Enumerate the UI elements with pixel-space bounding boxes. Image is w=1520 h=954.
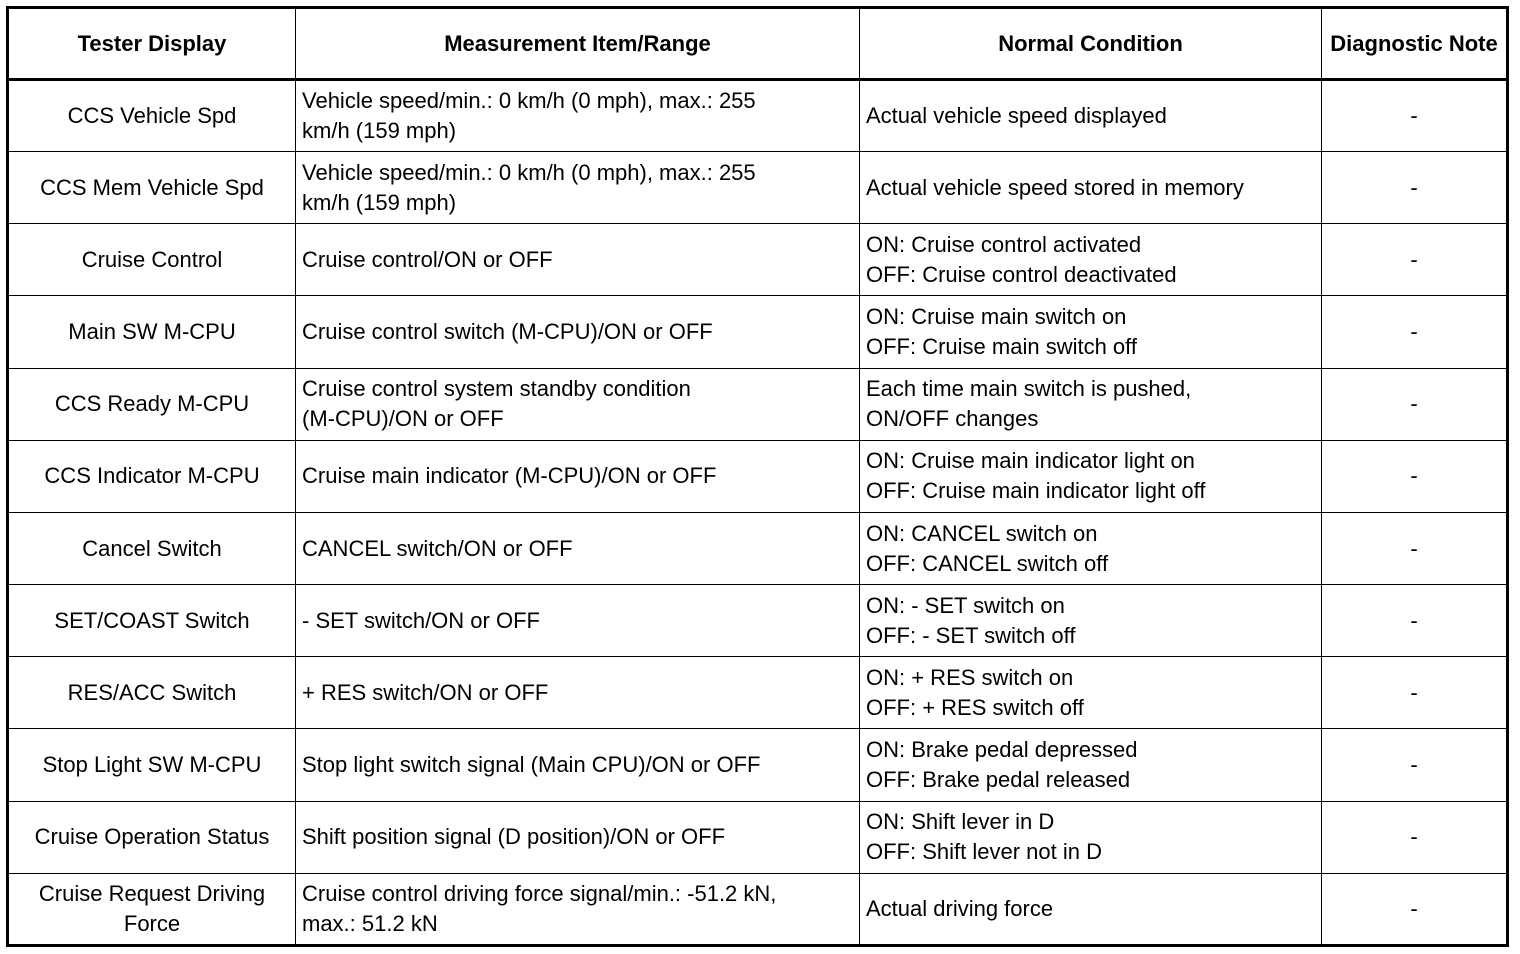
diagnostic-note-cell: -: [1322, 801, 1508, 873]
tester-display-cell: Cruise Request Driving Force: [8, 873, 296, 945]
normal-condition-line: ON: Cruise control activated: [866, 231, 1142, 257]
header-measurement-item: Measurement Item/Range: [296, 8, 860, 80]
measurement-range-line: Vehicle speed/min.: 0 km/h (0 mph), max.: 255: [302, 159, 756, 185]
measurement-range-cell: [296, 152, 860, 224]
normal-condition-cell: [860, 152, 1322, 224]
normal-condition-line: ON: Cruise main switch on: [866, 304, 1127, 330]
normal-condition-line: OFF: Cruise main indicator light off: [866, 478, 1206, 504]
tester-display-cell: CCS Mem Vehicle Spd: [8, 152, 296, 224]
table-row: [8, 585, 1508, 657]
normal-condition-cell: [860, 296, 1322, 368]
normal-condition-line: ON: - SET switch on: [866, 592, 1065, 618]
measurement-range-cell: [296, 368, 860, 440]
diagnostic-note-cell: -: [1322, 657, 1508, 729]
normal-condition-cell: [860, 80, 1322, 152]
table-row: [8, 80, 1508, 152]
measurement-range-line: max.: 51.2 kN: [302, 910, 438, 936]
table-row: [8, 801, 1508, 873]
table-row: [8, 440, 1508, 512]
table-header-row: [8, 8, 1508, 80]
diagnostic-note-cell: -: [1322, 152, 1508, 224]
measurement-range-line: CANCEL switch/ON or OFF: [302, 535, 573, 561]
measurement-range-cell: [296, 729, 860, 801]
normal-condition-cell: [860, 585, 1322, 657]
normal-condition-line: OFF: Cruise control deactivated: [866, 261, 1177, 287]
measurement-range-line: Vehicle speed/min.: 0 km/h (0 mph), max.: 255: [302, 88, 756, 114]
table-row: [8, 512, 1508, 584]
measurement-range-cell: [296, 80, 860, 152]
diagnostic-note-cell: -: [1322, 80, 1508, 152]
normal-condition-cell: [860, 873, 1322, 945]
measurement-range-line: Shift position signal (D position)/ON or OFF: [302, 824, 726, 850]
normal-condition-line: OFF: CANCEL switch off: [866, 550, 1109, 576]
measurement-range-cell: [296, 224, 860, 296]
normal-condition-line: ON: CANCEL switch on: [866, 520, 1098, 546]
measurement-range-line: km/h (159 mph): [302, 118, 457, 144]
normal-condition-line: ON: Brake pedal depressed: [866, 736, 1138, 762]
tester-display-cell: Stop Light SW M-CPU: [8, 729, 296, 801]
normal-condition-cell: [860, 224, 1322, 296]
normal-condition-cell: [860, 368, 1322, 440]
normal-condition-cell: [860, 657, 1322, 729]
table-body: [8, 80, 1508, 946]
diagnostic-note-cell: -: [1322, 296, 1508, 368]
diagnostic-note-cell: -: [1322, 512, 1508, 584]
table-row: [8, 296, 1508, 368]
tester-display-cell: Cancel Switch: [8, 512, 296, 584]
normal-condition-line: Actual vehicle speed stored in memory: [866, 174, 1244, 200]
normal-condition-cell: [860, 729, 1322, 801]
measurement-range-cell: [296, 512, 860, 584]
measurement-range-cell: [296, 585, 860, 657]
header-tester-display: Tester Display: [8, 8, 296, 80]
tester-display-cell: RES/ACC Switch: [8, 657, 296, 729]
normal-condition-line: OFF: Shift lever not in D: [866, 839, 1102, 865]
data-list-table: [6, 6, 1509, 947]
tester-display-cell: CCS Indicator M-CPU: [8, 440, 296, 512]
normal-condition-line: OFF: - SET switch off: [866, 622, 1076, 648]
normal-condition-line: ON: Shift lever in D: [866, 809, 1055, 835]
diagnostic-note-cell: -: [1322, 440, 1508, 512]
header-normal-condition: Normal Condition: [860, 8, 1322, 80]
normal-condition-cell: [860, 440, 1322, 512]
measurement-range-line: Cruise control driving force signal/min.: -51.2 kN,: [302, 880, 777, 906]
tester-display-cell: CCS Ready M-CPU: [8, 368, 296, 440]
normal-condition-line: OFF: + RES switch off: [866, 694, 1084, 720]
measurement-range-cell: [296, 440, 860, 512]
normal-condition-line: Actual driving force: [866, 895, 1054, 921]
table-row: [8, 873, 1508, 945]
tester-display-cell: Cruise Control: [8, 224, 296, 296]
normal-condition-line: Actual vehicle speed displayed: [866, 103, 1167, 129]
diagnostic-note-cell: -: [1322, 224, 1508, 296]
measurement-range-cell: [296, 801, 860, 873]
measurement-range-line: - SET switch/ON or OFF: [302, 607, 540, 633]
diagnostic-note-cell: -: [1322, 368, 1508, 440]
header-diagnostic-note: Diagnostic Note: [1322, 8, 1508, 80]
measurement-range-line: km/h (159 mph): [302, 189, 457, 215]
diagnostic-note-cell: -: [1322, 585, 1508, 657]
diagnostic-note-cell: -: [1322, 729, 1508, 801]
measurement-range-cell: [296, 873, 860, 945]
table-row: [8, 729, 1508, 801]
table-row: [8, 368, 1508, 440]
table-row: [8, 224, 1508, 296]
normal-condition-line: ON/OFF changes: [866, 406, 1039, 432]
measurement-range-cell: [296, 296, 860, 368]
table-row: [8, 657, 1508, 729]
normal-condition-line: ON: + RES switch on: [866, 664, 1074, 690]
normal-condition-cell: [860, 801, 1322, 873]
measurement-range-line: (M-CPU)/ON or OFF: [302, 406, 504, 432]
normal-condition-line: OFF: Brake pedal released: [866, 766, 1131, 792]
table-row: [8, 152, 1508, 224]
measurement-range-line: Cruise control switch (M-CPU)/ON or OFF: [302, 319, 713, 345]
measurement-range-line: Cruise control/ON or OFF: [302, 246, 553, 272]
normal-condition-cell: [860, 512, 1322, 584]
tester-display-cell: Main SW M-CPU: [8, 296, 296, 368]
normal-condition-line: ON: Cruise main indicator light on: [866, 448, 1195, 474]
measurement-range-line: + RES switch/ON or OFF: [302, 679, 549, 705]
tester-display-cell: SET/COAST Switch: [8, 585, 296, 657]
measurement-range-cell: [296, 657, 860, 729]
normal-condition-line: OFF: Cruise main switch off: [866, 334, 1137, 360]
tester-display-cell: CCS Vehicle Spd: [8, 80, 296, 152]
measurement-range-line: Cruise control system standby condition: [302, 376, 691, 402]
diagnostic-note-cell: -: [1322, 873, 1508, 945]
tester-display-cell: Cruise Operation Status: [8, 801, 296, 873]
normal-condition-line: Each time main switch is pushed,: [866, 376, 1192, 402]
measurement-range-line: Cruise main indicator (M-CPU)/ON or OFF: [302, 463, 717, 489]
measurement-range-line: Stop light switch signal (Main CPU)/ON or OFF: [302, 751, 761, 777]
